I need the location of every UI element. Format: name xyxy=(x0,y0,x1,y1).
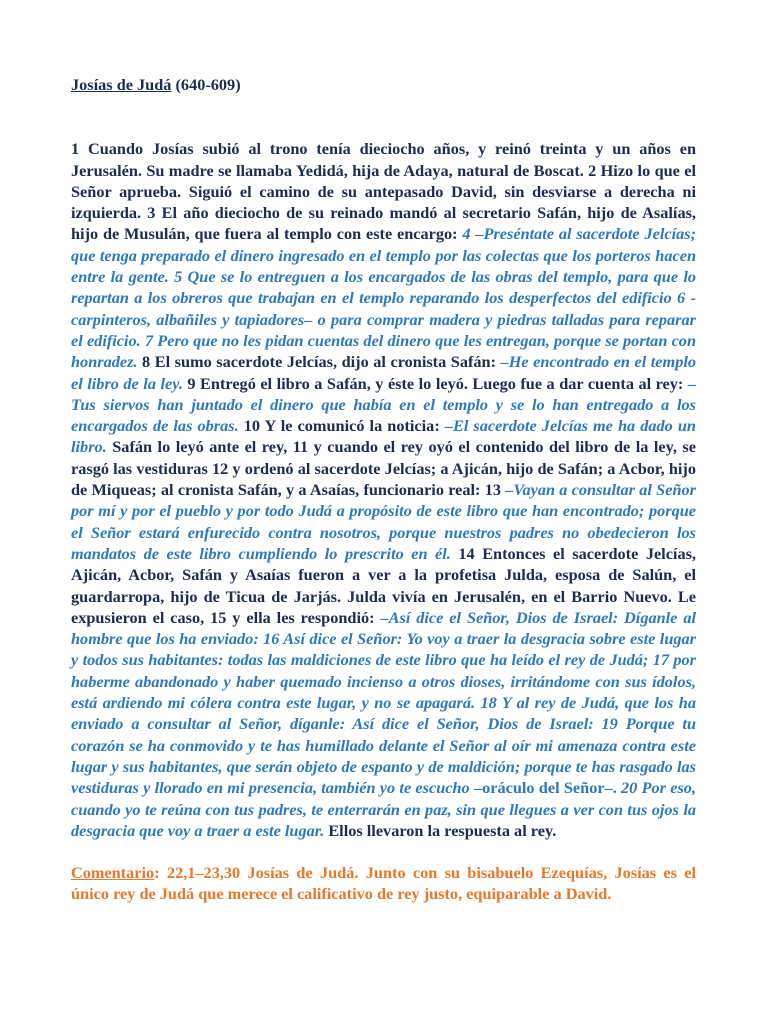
narrative-text: Safán lo leyó ante el rey, 11 y cuando el rey oyó el contenido del libro de la ley, se rasgó las vestiduras 12 y ordenó al sacerdote Jelcías; a Ajicán, hijo de Safán; a Acbor, hijo de Miqueas; al cronista Safán, y a Asaías, funcionario real: 13 xyxy=(71,437,696,500)
narrative-text: Ellos llevaron la respuesta al rey. xyxy=(324,820,557,840)
oracle-formula: –oráculo del Señor–. xyxy=(473,778,617,798)
scripture-paragraph xyxy=(71,138,696,841)
quoted-speech: –El sacerdote Jelcías me ha dado un libro. xyxy=(71,416,696,457)
quoted-speech: 4 –Preséntate al sacerdote Jelcías; que tenga preparado el dinero ingresado en el templo por las colectas que los porteros hacen entre la gente. 5 Que se lo entreguen a los encargados de las obras del templo, para que lo repartan a los obreros que trabajan en el templo reparando los desperfectos del edificio 6 -carpinteros, albañiles y tapiadores– o para comprar madera y piedras talladas para reparar el edificio. 7 Pero que no les pidan cuentas del dinero que les entregan, porque se portan con honradez. xyxy=(71,224,696,372)
narrative-text: 1 Cuando Josías subió al trono tenía dieciocho años, y reinó treinta y un años en Jerusalén. Su madre se llamaba Yedidá, hija de Adaya, natural de Boscat. 2 Hizo lo que el Señor aprueba. Siguió el camino de su antepasado David, sin desviarse a derecha ni izquierda. 3 El año dieciocho de su reinado mandó al secretario Safán, hijo de Asalías, hijo de Musulán, que fuera al templo con este encargo: xyxy=(71,139,696,244)
narrative-text: 9 Entregó el libro a Safán, y éste lo leyó. Luego fue a dar cuenta al rey: xyxy=(182,373,688,393)
commentary-label: Comentario xyxy=(71,863,155,883)
commentary-text: : 22,1–23,30 Josías de Judá. Junto con su bisabuelo Ezequías, Josías es el único rey de Judá que merece el calificativo de rey justo, equiparable a David. xyxy=(71,863,696,904)
quoted-speech: –Vayan a consultar al Señor por mí y por el pueblo y por todo Judá a propósito de este libro que han encontrado; porque el Señor estará enfurecido contra nosotros, porque nuestros padres no obedecieron los mandatos de este libro cumpliendo lo prescrito en él. xyxy=(71,480,696,563)
narrative-text: 8 El sumo sacerdote Jelcías, dijo al cronista Safán: xyxy=(137,352,501,372)
narrative-text: 14 Entonces el sacerdote Jelcías, Ajicán, Acbor, Safán y Asaías fueron a ver a la profetisa Julda, esposa de Salún, el guardarropa, hijo de Ticua de Jarjás. Julda vivía en Jerusalén, en el Barrio Nuevo. Le expusieron el caso, 15 y ella les respondió: xyxy=(71,543,697,627)
quoted-speech: 20 Por eso, cuando yo te reúna con tus padres, te enterrarán en paz, sin que llegues a ver con tus ojos la desgracia que voy a traer a este lugar. xyxy=(71,778,697,840)
commentary-paragraph xyxy=(71,862,696,905)
section-heading xyxy=(71,74,696,95)
heading-title: Josías de Judá xyxy=(71,75,172,94)
quoted-speech: –He encontrado en el templo el libro de la ley. xyxy=(71,352,696,393)
quoted-speech: –Así dice el Señor, Dios de Israel: Díganle al hombre que los ha enviado: 16 Así dice el Señor: Yo voy a traer la desgracia sobre este lugar y todos sus habitantes: todas las maldiciones de este libro que ha leído el rey de Judá; 17 por haberme abandonado y haber quemado incienso a otros dioses, irritándome con sus ídolos, está ardiendo mi cólera contra este lugar, y no se apagará. 18 Y al rey de Judá, que los ha enviado a consultar al Señor, díganle: Así dice el Señor, Dios de Israel: 19 Porque tu corazón se ha conmovido y te has humillado delante el Señor al oír mi amenaza contra este lugar y sus habitantes, que serán objeto de espanto y de maldición; porque te has rasgado las vestiduras y llorado en mi presencia, también yo te escucho xyxy=(71,607,696,798)
narrative-text: 10 Y le comunicó la noticia: xyxy=(238,416,445,436)
heading-years: (640-609) xyxy=(171,75,241,94)
quoted-speech: –Tus siervos han juntado el dinero que había en el templo y se lo han entregado a los encargados de las obras. xyxy=(71,373,696,436)
